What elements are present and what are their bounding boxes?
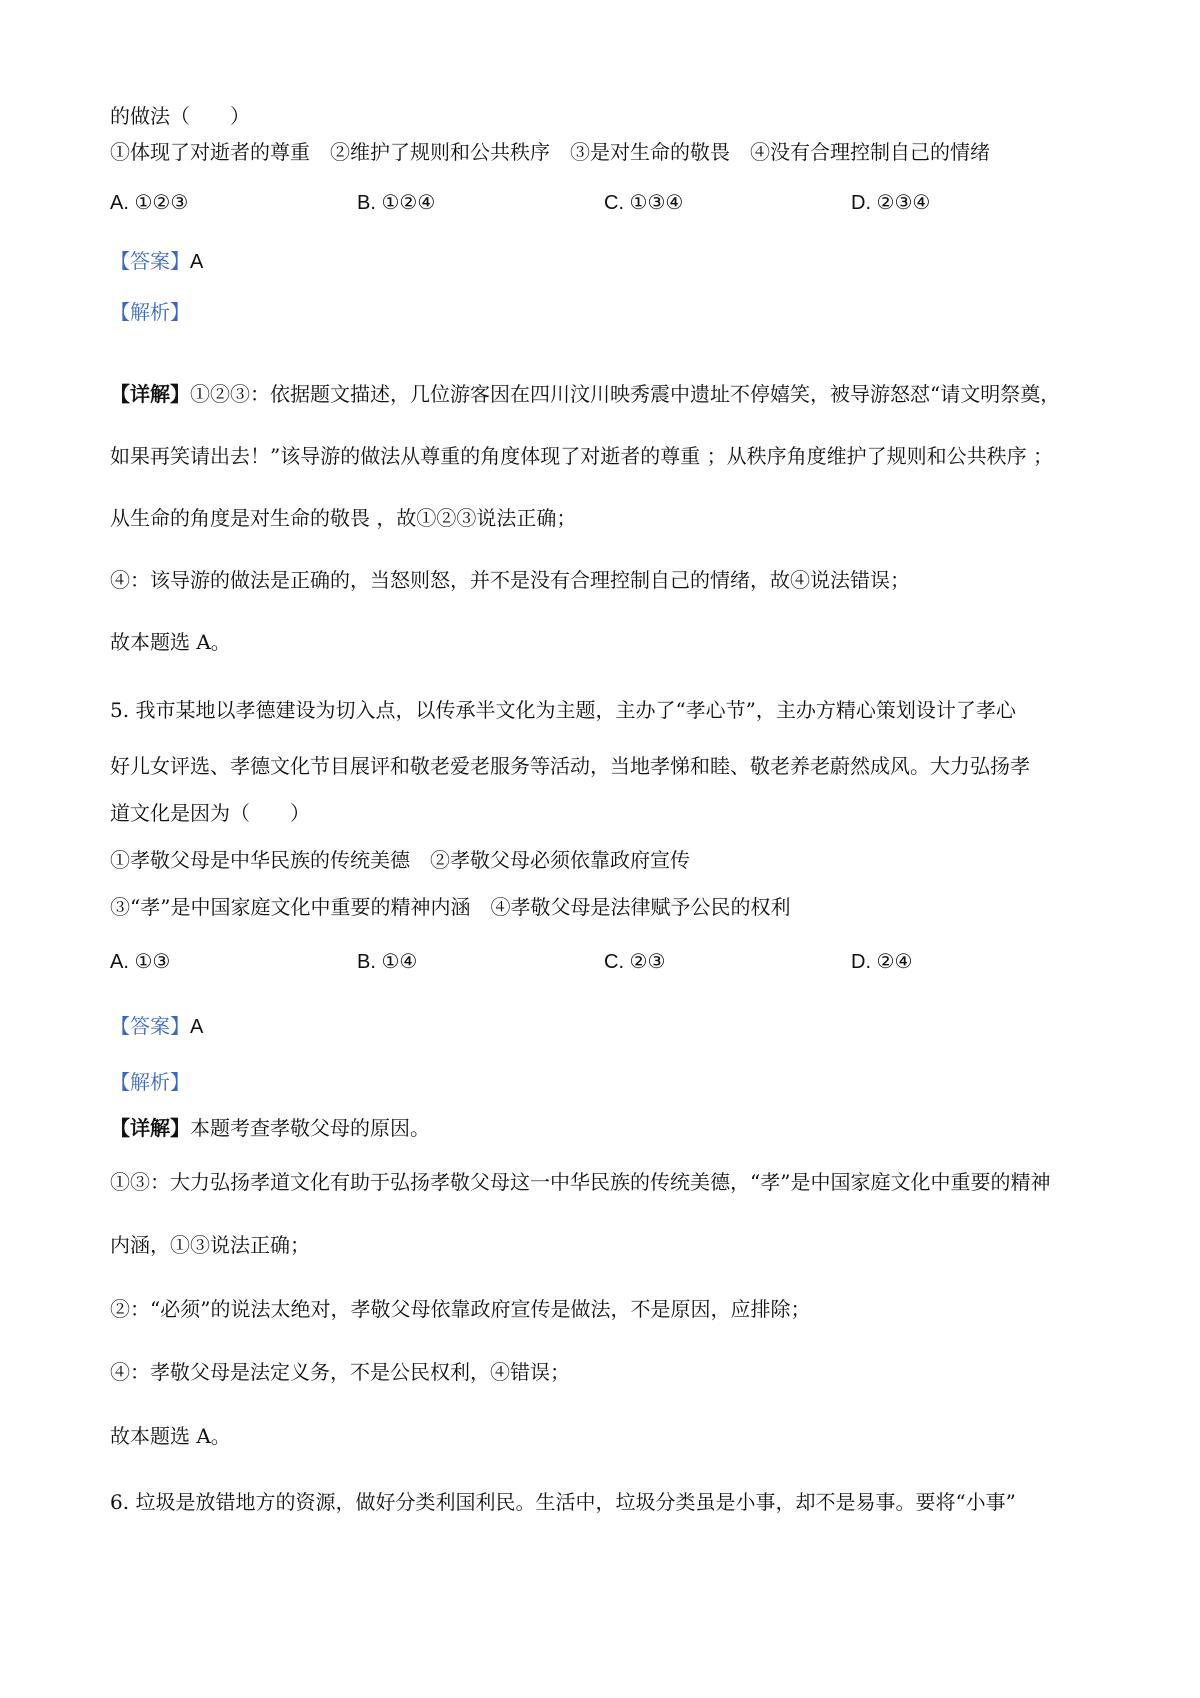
q4-option-d: D. ②③④ — [851, 192, 931, 214]
q5-option-c: C. ②③ — [604, 951, 666, 973]
q5-stem-line-1: 5. 我市某地以孝德建设为切入点，以传承半文化为主题，主办了“孝心节”，主办方精心策划设计了孝心 — [110, 698, 1016, 722]
q5-stem-line-2: 好儿女评选、孝德文化节目展评和敬老爱老服务等活动，当地孝悌和睦、敬老养老蔚然成风。大力弘扬孝 — [110, 754, 1030, 778]
q5-option-b: B. ①④ — [357, 951, 418, 973]
q4-stem-end: 的做法（ ） — [110, 104, 250, 128]
q4-detail-line-3: 从生命的角度是对生命的敬畏 ，故①②③说法正确； — [110, 506, 577, 530]
q4-analysis-tag: 【解析】 — [110, 300, 190, 324]
q4-answer-tag: 【答案】 — [110, 249, 190, 273]
q4-option-a: A. ①②③ — [110, 192, 189, 214]
q4-detail-line-5: 故本题选 A。 — [110, 630, 231, 654]
q4-statements: ①体现了对逝者的尊重 ②维护了规则和公共秩序 ③是对生命的敬畏 ④没有合理控制自己的情绪 — [110, 140, 990, 164]
q4-detail-text-1: ①②③：依据题文描述，几位游客因在四川汶川映秀震中遗址不停嬉笑，被导游怒怼“请文明祭奠， — [190, 382, 1061, 406]
q4-answer-value: A — [190, 251, 204, 273]
q4-analysis — [110, 300, 190, 324]
q4-detail-line-4: ④：该导游的做法是正确的，当怒则怒，并不是没有合理控制自己的情绪，故④说法错误； — [110, 568, 910, 592]
q5-detail-line-1: ①③：大力弘扬孝道文化有助于弘扬孝敬父母这一中华民族的传统美德，“孝”是中国家庭文化中重要的精神 — [110, 1170, 1051, 1194]
q4-detail-line-2: 如果再笑请出去！”该导游的做法从尊重的角度体现了对逝者的尊重 ；从秩序角度维护了规则和公共秩序 ； — [110, 444, 1053, 468]
q5-answer — [110, 1014, 203, 1039]
q4-answer — [110, 249, 203, 274]
q4-detail-tag: 【详解】 — [110, 382, 190, 406]
q4-option-b: B. ①②④ — [357, 192, 436, 214]
q5-stem-line-3: 道文化是因为（ ） — [110, 801, 310, 825]
q5-detail-tag: 【详解】 — [110, 1116, 190, 1140]
q4-option-c: C. ①③④ — [604, 192, 684, 214]
q5-detail-line-3: ②：“必须”的说法太绝对，孝敬父母依靠政府宣传是做法，不是原因，应排除； — [110, 1297, 811, 1321]
q5-detail-line-2: 内涵，①③说法正确； — [110, 1233, 310, 1257]
q5-analysis-tag: 【解析】 — [110, 1070, 190, 1094]
q5-detail-first-text: 本题考查孝敬父母的原因。 — [190, 1116, 430, 1140]
q6-stem: 6. 垃圾是放错地方的资源，做好分类利国利民。生活中，垃圾分类虽是小事，却不是易事。要将“小事” — [110, 1490, 1016, 1514]
q5-analysis — [110, 1070, 190, 1094]
q5-detail-first — [110, 1116, 430, 1140]
q5-option-d: D. ②④ — [851, 951, 913, 973]
q5-option-a: A. ①③ — [110, 951, 171, 973]
q5-answer-tag: 【答案】 — [110, 1014, 190, 1038]
q5-answer-value: A — [190, 1016, 204, 1038]
q5-statements-2: ③“孝”是中国家庭文化中重要的精神内涵 ④孝敬父母是法律赋予公民的权利 — [110, 895, 791, 919]
q4-detail-line-1 — [110, 382, 1060, 406]
q5-detail-line-4: ④：孝敬父母是法定义务，不是公民权利，④错误； — [110, 1360, 570, 1384]
q5-statements-1: ①孝敬父母是中华民族的传统美德 ②孝敬父母必须依靠政府宣传 — [110, 848, 690, 872]
q5-detail-line-5: 故本题选 A。 — [110, 1424, 231, 1448]
